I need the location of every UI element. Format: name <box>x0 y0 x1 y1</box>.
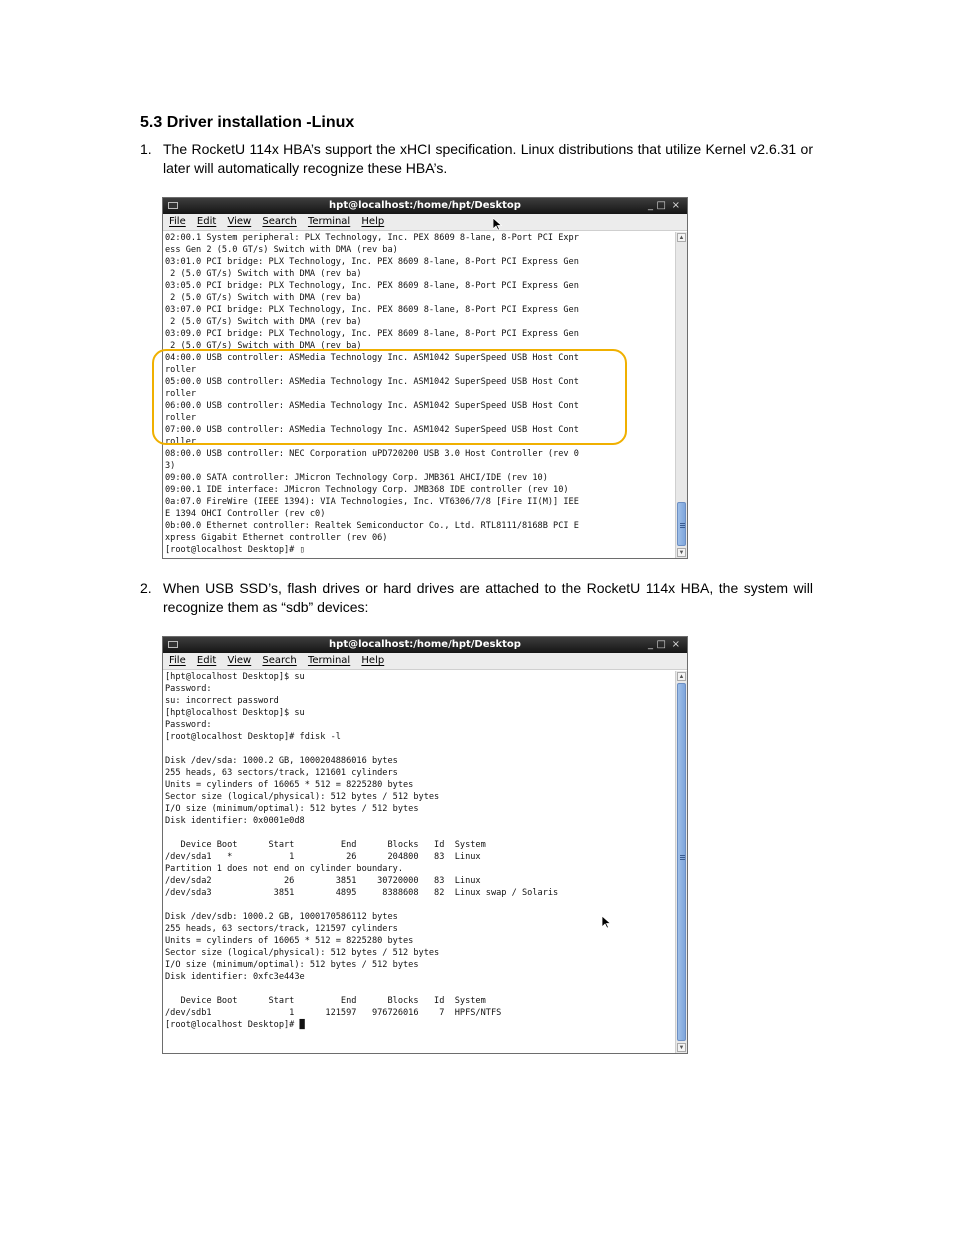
terminal-line: Password: <box>165 720 212 730</box>
terminal-line: 02:00.1 System peripheral: PLX Technology, Inc. PEX 8609 8-lane, 8-Port PCI Expr <box>165 233 579 243</box>
maximize-icon[interactable]: □ <box>656 200 666 211</box>
terminal-app-icon <box>168 641 178 648</box>
menu-view[interactable]: View <box>227 655 252 666</box>
terminal-line: Units = cylinders of 16065 * 512 = 8225280 bytes <box>165 936 414 946</box>
terminal-line: Password: <box>165 684 212 694</box>
terminal-line: Disk /dev/sda: 1000.2 GB, 1000204886016 bytes <box>165 756 398 766</box>
terminal-line: roller <box>165 413 197 423</box>
vertical-scrollbar[interactable] <box>675 671 687 1053</box>
terminal-line: 03:07.0 PCI bridge: PLX Technology, Inc. PEX 8609 8-lane, 8-Port PCI Express Gen <box>165 305 579 315</box>
close-icon[interactable]: × <box>671 200 680 211</box>
menu-file[interactable]: File <box>169 216 186 227</box>
terminal-line: 2 (5.0 GT/s) Switch with DMA (rev ba) <box>165 317 362 327</box>
window-title: hpt@localhost:/home/hpt/Desktop <box>329 200 521 211</box>
terminal-output[interactable] <box>164 671 675 1052</box>
menu-bar <box>163 653 687 670</box>
menu-search[interactable]: Search <box>262 655 297 666</box>
terminal-line: [hpt@localhost Desktop]$ su <box>165 672 305 682</box>
terminal-line: roller <box>165 437 197 447</box>
terminal-line: Partition 1 does not end on cylinder boundary. <box>165 864 403 874</box>
terminal-line: 07:00.0 USB controller: ASMedia Technology Inc. ASM1042 SuperSpeed USB Host Cont <box>165 425 579 435</box>
terminal-line <box>165 983 675 995</box>
terminal-line: roller <box>165 365 197 375</box>
terminal-line <box>165 827 675 839</box>
minimize-icon[interactable]: _ <box>648 639 653 650</box>
terminal-line: 0b:00.0 Ethernet controller: Realtek Semiconductor Co., Ltd. RTL8111/8168B PCI E <box>165 521 579 531</box>
terminal-window-fdisk <box>162 636 688 1054</box>
menu-help[interactable]: Help <box>361 655 385 666</box>
terminal-line: Units = cylinders of 16065 * 512 = 8225280 bytes <box>165 780 414 790</box>
window-titlebar[interactable] <box>163 637 687 653</box>
terminal-line: Sector size (logical/physical): 512 bytes / 512 bytes <box>165 948 440 958</box>
menu-terminal[interactable]: Terminal <box>307 655 351 666</box>
maximize-icon[interactable]: □ <box>656 639 666 650</box>
terminal-line: E 1394 OHCI Controller (rev c0) <box>165 509 326 519</box>
menu-edit[interactable]: Edit <box>196 655 217 666</box>
section-heading: 5.3 Driver installation -Linux <box>140 114 355 131</box>
terminal-line: xpress Gigabit Ethernet controller (rev 06) <box>165 533 388 543</box>
step-text: The RocketU 114x HBA’s support the xHCI specification. Linux distributions that utilize Kernel v2.6.31 or later will automatically recognize these HBA’s. <box>163 141 813 176</box>
close-icon[interactable]: × <box>671 639 680 650</box>
terminal-line: 2 (5.0 GT/s) Switch with DMA (rev ba) <box>165 269 362 279</box>
terminal-line: 08:00.0 USB controller: NEC Corporation uPD720200 USB 3.0 Host Controller (rev 0 <box>165 449 579 459</box>
minimize-icon[interactable]: _ <box>648 200 653 211</box>
step-1 <box>140 140 813 178</box>
scroll-down-arrow-icon[interactable]: ▼ <box>678 1045 685 1051</box>
terminal-line: /dev/sda3 3851 4895 8388608 82 Linux swap / Solaris <box>165 888 559 898</box>
window-title: hpt@localhost:/home/hpt/Desktop <box>329 639 521 650</box>
terminal-line: 06:00.0 USB controller: ASMedia Technology Inc. ASM1042 SuperSpeed USB Host Cont <box>165 401 579 411</box>
terminal-line: 2 (5.0 GT/s) Switch with DMA (rev ba) <box>165 293 362 303</box>
terminal-line: [root@localhost Desktop]# █ <box>165 1020 305 1030</box>
terminal-line: Sector size (logical/physical): 512 bytes / 512 bytes <box>165 792 440 802</box>
vertical-scrollbar[interactable] <box>675 232 687 558</box>
step-number: 1. <box>140 141 152 157</box>
terminal-line: 09:00.1 IDE interface: JMicron Technology Corp. JMB368 IDE controller (rev 10) <box>165 485 569 495</box>
terminal-line: 05:00.0 USB controller: ASMedia Technology Inc. ASM1042 SuperSpeed USB Host Cont <box>165 377 579 387</box>
terminal-line <box>165 743 675 755</box>
terminal-line: I/O size (minimum/optimal): 512 bytes / 512 bytes <box>165 804 419 814</box>
menu-help[interactable]: Help <box>361 216 385 227</box>
menu-edit[interactable]: Edit <box>196 216 217 227</box>
terminal-line: 2 (5.0 GT/s) Switch with DMA (rev ba) <box>165 341 362 351</box>
terminal-line: 255 heads, 63 sectors/track, 121597 cylinders <box>165 924 398 934</box>
terminal-line: 03:01.0 PCI bridge: PLX Technology, Inc. PEX 8609 8-lane, 8-Port PCI Express Gen <box>165 257 579 267</box>
terminal-line: 255 heads, 63 sectors/track, 121601 cylinders <box>165 768 398 778</box>
grip-icon <box>680 855 685 856</box>
terminal-line: 09:00.0 SATA controller: JMicron Technology Corp. JMB361 AHCI/IDE (rev 10) <box>165 473 548 483</box>
terminal-line: su: incorrect password <box>165 696 279 706</box>
terminal-line: I/O size (minimum/optimal): 512 bytes / 512 bytes <box>165 960 419 970</box>
menu-terminal[interactable]: Terminal <box>307 216 351 227</box>
terminal-line: 0a:07.0 FireWire (IEEE 1394): VIA Technologies, Inc. VT6306/7/8 [Fire II(M)] IEE <box>165 497 579 507</box>
scroll-down-arrow-icon[interactable]: ▼ <box>678 550 685 556</box>
usb-controller-highlight <box>152 349 627 445</box>
terminal-line: [root@localhost Desktop]# fdisk -l <box>165 732 341 742</box>
terminal-line: Device Boot Start End Blocks Id System <box>165 996 486 1006</box>
terminal-line: roller <box>165 389 197 399</box>
step-2 <box>140 579 813 617</box>
step-number: 2. <box>140 580 152 596</box>
terminal-line: 3) <box>165 461 176 471</box>
window-titlebar[interactable] <box>163 198 687 214</box>
menu-file[interactable]: File <box>169 655 186 666</box>
terminal-line: Device Boot Start End Blocks Id System <box>165 840 486 850</box>
terminal-line: /dev/sda2 26 3851 30720000 83 Linux <box>165 876 481 886</box>
step-text: When USB SSD’s, flash drives or hard drives are attached to the RocketU 114x HBA, the system will recognize them as “sdb” devices: <box>163 580 813 615</box>
terminal-line <box>165 899 675 911</box>
terminal-line: ess Gen 2 (5.0 GT/s) Switch with DMA (rev ba) <box>165 245 398 255</box>
terminal-line: Disk /dev/sdb: 1000.2 GB, 1000170586112 bytes <box>165 912 398 922</box>
terminal-line: Disk identifier: 0xfc3e443e <box>165 972 305 982</box>
scroll-up-arrow-icon[interactable]: ▲ <box>678 674 685 680</box>
scroll-thumb[interactable] <box>677 683 686 1041</box>
terminal-line: [hpt@localhost Desktop]$ su <box>165 708 305 718</box>
grip-icon <box>680 523 685 524</box>
scroll-thumb[interactable] <box>677 502 686 546</box>
scroll-up-arrow-icon[interactable]: ▲ <box>678 235 685 241</box>
menu-bar <box>163 214 687 231</box>
terminal-line: /dev/sdb1 1 121597 976726016 7 HPFS/NTFS <box>165 1008 502 1018</box>
terminal-app-icon <box>168 202 178 209</box>
terminal-line: 04:00.0 USB controller: ASMedia Technology Inc. ASM1042 SuperSpeed USB Host Cont <box>165 353 579 363</box>
terminal-line: Disk identifier: 0x0001e0d8 <box>165 816 305 826</box>
menu-view[interactable]: View <box>227 216 252 227</box>
terminal-line: 03:05.0 PCI bridge: PLX Technology, Inc. PEX 8609 8-lane, 8-Port PCI Express Gen <box>165 281 579 291</box>
menu-search[interactable]: Search <box>262 216 297 227</box>
terminal-line: 03:09.0 PCI bridge: PLX Technology, Inc. PEX 8609 8-lane, 8-Port PCI Express Gen <box>165 329 579 339</box>
terminal-line: [root@localhost Desktop]# ▯ <box>165 545 305 555</box>
terminal-line: /dev/sda1 * 1 26 204800 83 Linux <box>165 852 481 862</box>
